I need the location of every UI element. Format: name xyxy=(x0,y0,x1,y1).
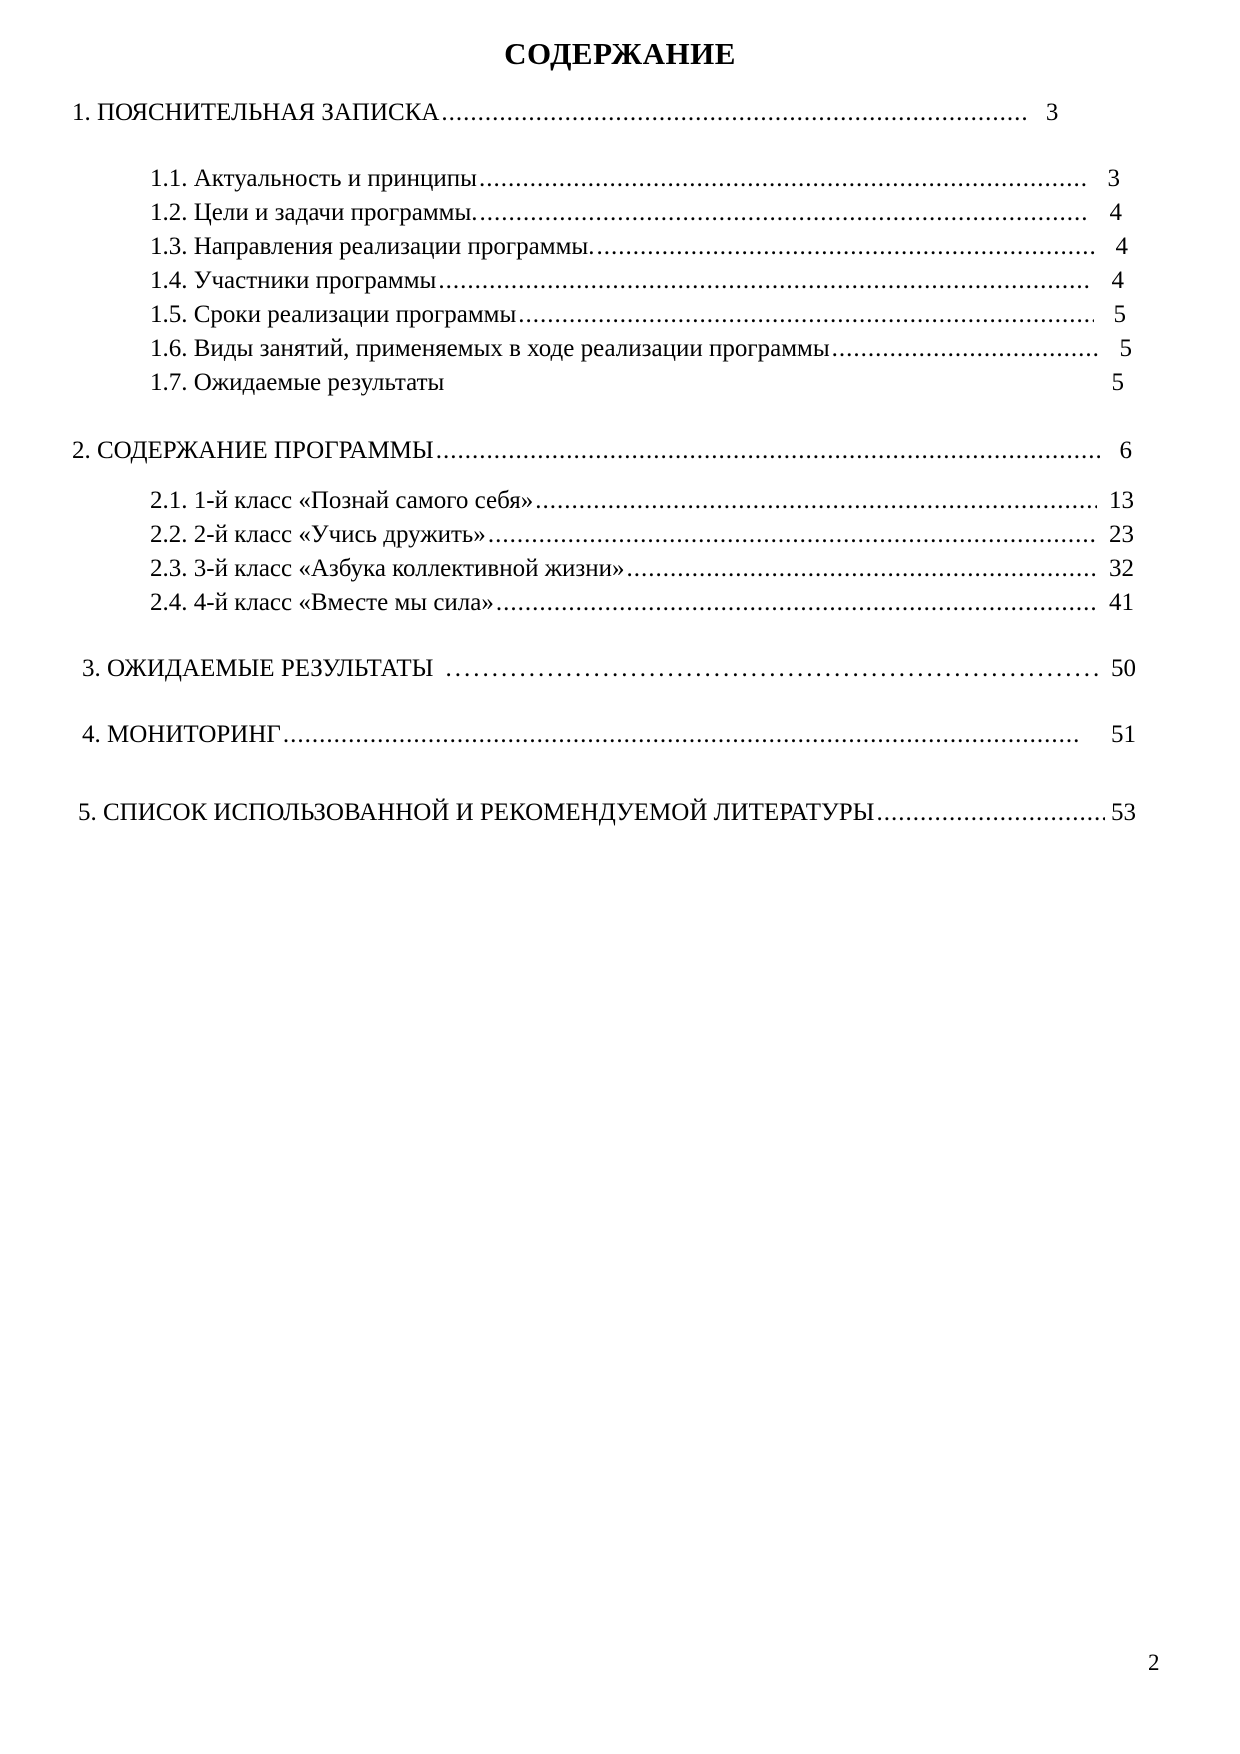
toc-entry[interactable] xyxy=(72,434,1132,468)
toc-entry-page: 4 xyxy=(1115,233,1128,260)
toc-entry-number: 1.7. xyxy=(150,369,188,396)
dot-leader xyxy=(488,518,1097,552)
toc-entry-number: 1.4. xyxy=(150,267,188,294)
toc-entry[interactable] xyxy=(82,652,1136,686)
toc-entry[interactable] xyxy=(150,366,1124,400)
toc-entry-label: СОДЕРЖАНИЕ ПРОГРАММЫ xyxy=(97,437,434,464)
page-title: СОДЕРЖАНИЕ xyxy=(504,36,736,71)
dot-leader xyxy=(441,96,1026,130)
toc-entry[interactable] xyxy=(150,518,1134,552)
toc-entry-number: 1.1. xyxy=(150,165,188,192)
toc-entry-label: 4-й класс «Вместе мы сила» xyxy=(193,589,494,616)
toc-entry-number: 4. xyxy=(82,721,101,748)
dot-leader xyxy=(627,552,1098,586)
dot-leader xyxy=(876,796,1105,830)
toc-entry-page: 51 xyxy=(1111,721,1136,748)
toc-entry-number: 1.3. xyxy=(150,233,188,260)
toc-entry-number: 1.2. xyxy=(150,199,188,226)
dot-leader xyxy=(479,162,1088,196)
dot-leader xyxy=(596,230,1096,264)
toc-entry-label: Сроки реализации программы xyxy=(193,301,517,328)
dot-leader xyxy=(436,434,1100,468)
toc-entry-page: 3 xyxy=(1045,99,1059,126)
dot-leader xyxy=(480,196,1090,230)
toc-entry-number: 2. xyxy=(72,437,91,464)
toc-entry-page: 41 xyxy=(1109,589,1134,616)
dot-leader xyxy=(283,718,1079,752)
toc-entry-number: 1.6. xyxy=(150,335,188,362)
toc-entry-page: 3 xyxy=(1107,165,1120,192)
toc-entry[interactable] xyxy=(150,552,1134,586)
toc-entry-label: Направления реализации программы. xyxy=(193,233,595,260)
toc-entry-label: ОЖИДАЕМЫЕ РЕЗУЛЬТАТЫ xyxy=(107,655,434,682)
toc-entry[interactable] xyxy=(150,264,1124,298)
toc-entry[interactable] xyxy=(150,586,1134,620)
toc-entry[interactable] xyxy=(150,332,1132,366)
toc-entry-page: 13 xyxy=(1109,487,1134,514)
dot-leader xyxy=(832,332,1100,366)
toc-entry-number: 5. xyxy=(78,799,97,826)
toc-entry-number: 2.3. xyxy=(150,555,188,582)
toc-entry[interactable] xyxy=(150,230,1128,264)
page-number: 2 xyxy=(1148,1650,1160,1675)
dot-leader xyxy=(496,586,1097,620)
toc-entry-number: 2.2. xyxy=(150,521,188,548)
toc-entry[interactable] xyxy=(150,298,1126,332)
toc-entry-label: Актуальность и принципы xyxy=(193,165,477,192)
toc-entry-label: Участники программы xyxy=(193,267,437,294)
toc-entry-label: 2-й класс «Учись дружить» xyxy=(193,521,486,548)
toc-entry-page: 50 xyxy=(1111,655,1136,682)
toc-entry-number: 2.1. xyxy=(150,487,188,514)
toc-entry-page: 5 xyxy=(1111,369,1124,396)
toc-entry-page: 23 xyxy=(1109,521,1134,548)
toc-entry-number: 3. xyxy=(82,655,101,682)
toc-entry-page: 5 xyxy=(1113,301,1126,328)
toc-entry[interactable] xyxy=(150,196,1122,230)
toc-entry-label: МОНИТОРИНГ xyxy=(107,721,281,748)
toc-entry-page: 4 xyxy=(1111,267,1124,294)
toc-entry-number: 1.5. xyxy=(150,301,188,328)
dot-leader xyxy=(518,298,1094,332)
dot-leader xyxy=(438,264,1092,298)
dot-leader xyxy=(445,652,1099,686)
toc-entry-number: 1. xyxy=(72,99,91,126)
toc-entry-label: Цели и задачи программы. xyxy=(193,199,478,226)
dot-leader xyxy=(535,484,1097,518)
toc-entry[interactable] xyxy=(78,796,1136,830)
toc-entry[interactable] xyxy=(72,96,1112,130)
toc-entry-label: ПОЯСНИТЕЛЬНАЯ ЗАПИСКА xyxy=(97,99,440,126)
toc-entry-label: СПИСОК ИСПОЛЬЗОВАННОЙ И РЕКОМЕНДУЕМОЙ ЛИТЕРАТУРЫ xyxy=(103,799,875,826)
toc-entry-number: 2.4. xyxy=(150,589,188,616)
toc-entry-page: 53 xyxy=(1111,799,1136,826)
toc-entry-page: 6 xyxy=(1119,437,1132,464)
toc-entry[interactable] xyxy=(82,718,1136,752)
toc-entry-label: Виды занятий, применяемых в ходе реализации программы xyxy=(193,335,830,362)
toc-entry-page: 5 xyxy=(1119,335,1132,362)
toc-entry-page: 4 xyxy=(1109,199,1122,226)
toc-entry[interactable] xyxy=(150,484,1134,518)
toc-entry-label: 1-й класс «Познай самого себя» xyxy=(193,487,534,514)
toc-entry-label: 3-й класс «Азбука коллективной жизни» xyxy=(193,555,625,582)
toc-entry[interactable] xyxy=(150,162,1120,196)
toc-entry-page: 32 xyxy=(1109,555,1134,582)
toc-entry-label: Ожидаемые результаты xyxy=(193,369,445,396)
